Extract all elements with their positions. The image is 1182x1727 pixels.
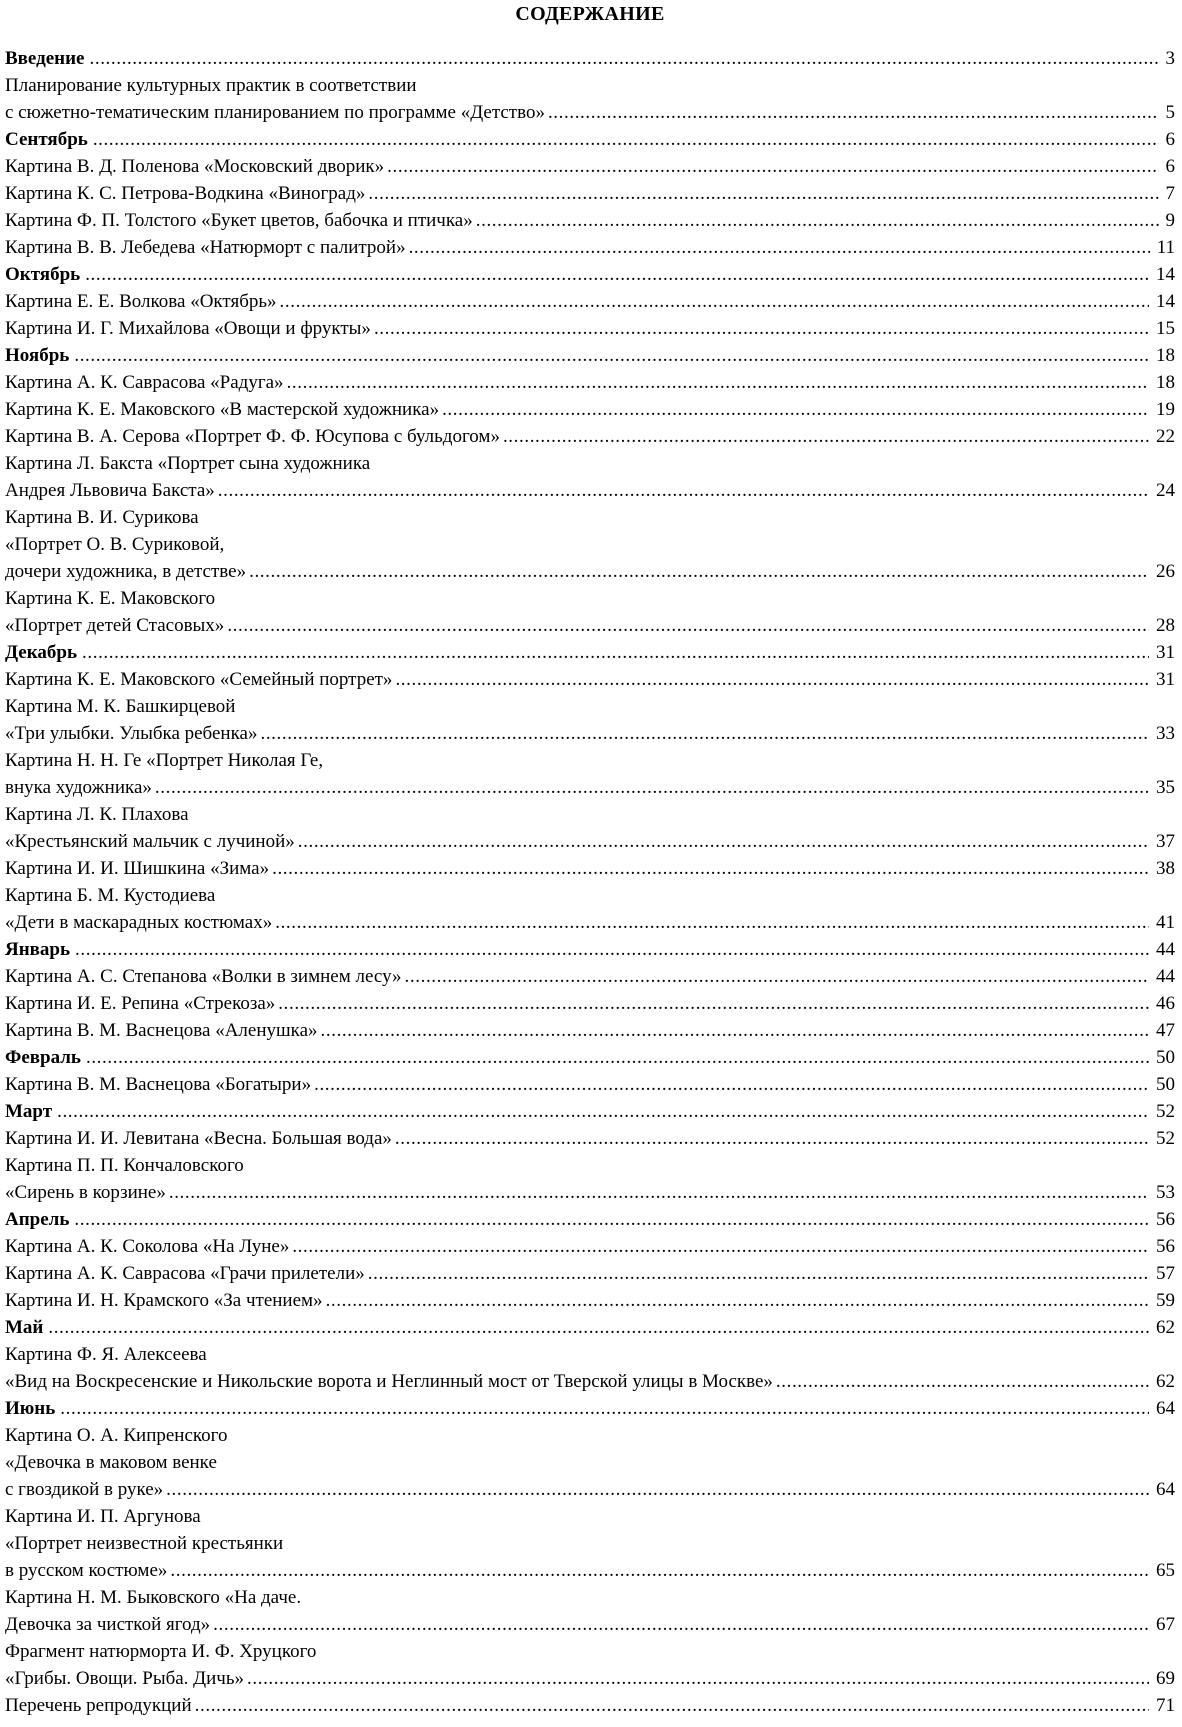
entry-text: Перечень репродукций <box>5 1695 192 1716</box>
dot-leader <box>292 1233 1149 1260</box>
toc-entry-line <box>5 1044 1175 1071</box>
dot-leader <box>170 1557 1149 1584</box>
toc-entry-line <box>5 1368 1175 1395</box>
toc-entry <box>5 1638 1175 1692</box>
entry-text: Картина Л. Бакста «Портрет сына художника <box>5 453 371 474</box>
toc-entry-line <box>5 342 1175 369</box>
dot-leader <box>82 639 1149 666</box>
toc-entry <box>5 1125 1175 1152</box>
toc-entry <box>5 1341 1175 1395</box>
entry-text: «Сирень в корзине» <box>5 1182 166 1203</box>
page-number: 37 <box>1156 831 1175 852</box>
page-number: 47 <box>1156 1020 1175 1041</box>
toc-entry-line <box>5 1395 1175 1422</box>
page-number: 7 <box>1165 183 1175 204</box>
entry-text: Картина К. Е. Маковского <box>5 588 216 609</box>
page-number: 14 <box>1156 264 1175 285</box>
toc-entry <box>5 936 1175 963</box>
toc-entry <box>5 1287 1175 1314</box>
toc-entry <box>5 1071 1175 1098</box>
page-number: 22 <box>1156 426 1175 447</box>
toc-entry-line <box>5 1152 1175 1179</box>
toc-entry-line <box>5 396 1175 423</box>
entry-text: Картина Н. М. Быковского «На даче. <box>5 1587 302 1608</box>
entry-text: Картина В. М. Васнецова «Богатыри» <box>5 1074 312 1095</box>
dot-leader <box>85 261 1149 288</box>
page-number: 38 <box>1156 858 1175 879</box>
entry-text: «Дети в маскарадных костюмах» <box>5 912 273 933</box>
dot-leader <box>74 342 1149 369</box>
toc-entry-line <box>5 1206 1175 1233</box>
toc-entry-line <box>5 1071 1175 1098</box>
entry-text: Картина А. К. Саврасова «Радуга» <box>5 372 284 393</box>
entry-text: Картина Б. М. Кустодиева <box>5 885 216 906</box>
page-number: 18 <box>1156 345 1175 366</box>
page-number: 62 <box>1156 1371 1175 1392</box>
toc-entry-line <box>5 315 1175 342</box>
toc-entry-line <box>5 1665 1175 1692</box>
page-number: 44 <box>1156 966 1175 987</box>
entry-text: Картина К. Е. Маковского «Семейный портрет» <box>5 669 393 690</box>
toc-entry-line <box>5 288 1175 315</box>
entry-text: в русском костюме» <box>5 1560 168 1581</box>
toc-entry-line <box>5 1341 1175 1368</box>
page-number: 62 <box>1156 1317 1175 1338</box>
toc-entry-line <box>5 1287 1175 1314</box>
page-number: 57 <box>1156 1263 1175 1284</box>
toc-entry-line <box>5 1503 1175 1530</box>
dot-leader <box>155 774 1149 801</box>
toc-entry <box>5 1692 1175 1719</box>
entry-text: Девочка за чисткой ягод» <box>5 1614 211 1635</box>
toc-entry <box>5 639 1175 666</box>
page-number: 28 <box>1156 615 1175 636</box>
page-number: 44 <box>1156 939 1175 960</box>
toc-entry-line <box>5 450 1175 477</box>
entry-text: Картина И. Е. Репина «Стрекоза» <box>5 993 276 1014</box>
entry-text: «Крестьянский мальчик с лучиной» <box>5 831 295 852</box>
entry-text: Картина И. Н. Крамского «За чтением» <box>5 1290 323 1311</box>
entry-text: Картина В. А. Серова «Портрет Ф. Ф. Юсупова с бульдогом» <box>5 426 500 447</box>
page-number: 5 <box>1165 102 1175 123</box>
dot-leader <box>166 1476 1149 1503</box>
entry-text: Картина И. Г. Михайлова «Овощи и фрукты» <box>5 318 371 339</box>
page-number: 14 <box>1156 291 1175 312</box>
page-number: 46 <box>1156 993 1175 1014</box>
dot-leader <box>503 423 1149 450</box>
entry-text: «Девочка в маковом венке <box>5 1452 217 1473</box>
page-number: 50 <box>1156 1074 1175 1095</box>
dot-leader <box>278 990 1149 1017</box>
toc-entry <box>5 1233 1175 1260</box>
page-number: 24 <box>1156 480 1175 501</box>
toc-entry-line <box>5 1017 1175 1044</box>
toc-entry <box>5 882 1175 936</box>
dot-leader <box>476 207 1159 234</box>
dot-leader <box>227 612 1149 639</box>
toc-entry-line <box>5 423 1175 450</box>
dot-leader <box>249 558 1149 585</box>
entry-text: «Три улыбки. Улыбка ребенка» <box>5 723 258 744</box>
toc-entry-line <box>5 1422 1175 1449</box>
page-number: 71 <box>1156 1695 1175 1716</box>
toc-entry <box>5 342 1175 369</box>
dot-leader <box>395 1125 1149 1152</box>
toc-entry-line <box>5 531 1175 558</box>
dot-leader <box>548 99 1159 126</box>
toc-entry <box>5 180 1175 207</box>
dot-leader <box>314 1071 1149 1098</box>
dot-leader <box>395 666 1149 693</box>
toc-entry <box>5 1395 1175 1422</box>
toc-entry <box>5 693 1175 747</box>
toc-entry-line <box>5 180 1175 207</box>
toc-entry <box>5 126 1175 153</box>
entry-text: Картина Ф. П. Толстого «Букет цветов, бабочка и птичка» <box>5 210 473 231</box>
toc-entry-line <box>5 909 1175 936</box>
toc-entry <box>5 1044 1175 1071</box>
toc-entry <box>5 261 1175 288</box>
entry-text: Картина А. С. Степанова «Волки в зимнем лесу» <box>5 966 402 987</box>
dot-leader <box>48 1314 1149 1341</box>
page-number: 64 <box>1156 1398 1175 1419</box>
toc-entry-line <box>5 639 1175 666</box>
page-number: 6 <box>1165 129 1175 150</box>
dot-leader <box>93 126 1159 153</box>
entry-text: Картина И. И. Левитана «Весна. Большая вода» <box>5 1128 392 1149</box>
toc-entry-line <box>5 1233 1175 1260</box>
toc-entry <box>5 1314 1175 1341</box>
entry-text: Сентябрь <box>5 129 88 150</box>
dot-leader <box>86 1044 1149 1071</box>
toc-entry <box>5 207 1175 234</box>
page-number: 64 <box>1156 1479 1175 1500</box>
dot-leader <box>374 315 1149 342</box>
toc-entry-line <box>5 936 1175 963</box>
toc-entry-line <box>5 369 1175 396</box>
page-number: 50 <box>1156 1047 1175 1068</box>
toc-entry-line <box>5 666 1175 693</box>
dot-leader <box>272 855 1149 882</box>
toc-entry <box>5 963 1175 990</box>
toc-entry-line <box>5 126 1175 153</box>
entry-text: Картина Ф. Я. Алексеева <box>5 1344 207 1365</box>
entry-text: Картина В. И. Сурикова <box>5 507 199 528</box>
entry-text: Картина А. К. Соколова «На Луне» <box>5 1236 290 1257</box>
dot-leader <box>213 1611 1149 1638</box>
toc-entry-line <box>5 1179 1175 1206</box>
dot-leader <box>326 1287 1149 1314</box>
entry-text: Картина В. В. Лебедева «Натюрморт с палитрой» <box>5 237 406 258</box>
toc-entry-line <box>5 747 1175 774</box>
toc-entry-line <box>5 72 1175 99</box>
page-number: 19 <box>1156 399 1175 420</box>
page-number: 35 <box>1156 777 1175 798</box>
entry-text: Картина К. Е. Маковского «В мастерской художника» <box>5 399 440 420</box>
dot-leader <box>298 828 1149 855</box>
toc-entry-line <box>5 99 1175 126</box>
toc-entry-line <box>5 1476 1175 1503</box>
page-number: 3 <box>1165 48 1175 69</box>
entry-text: Картина Е. Е. Волкова «Октябрь» <box>5 291 277 312</box>
toc-entry-line <box>5 612 1175 639</box>
page-number: 11 <box>1156 237 1175 258</box>
entry-text: внука художника» <box>5 777 152 798</box>
toc-entry-line <box>5 720 1175 747</box>
toc-entry-line <box>5 1314 1175 1341</box>
entry-text: Картина И. И. Шишкина «Зима» <box>5 858 270 879</box>
entry-text: Картина Н. Н. Ге «Портрет Николая Ге, <box>5 750 324 771</box>
toc-entry <box>5 1584 1175 1638</box>
toc-entry <box>5 1098 1175 1125</box>
entry-text: «Портрет О. В. Суриковой, <box>5 534 225 555</box>
page-number: 56 <box>1156 1209 1175 1230</box>
page-number: 41 <box>1156 912 1175 933</box>
entry-text: «Портрет детей Стасовых» <box>5 615 225 636</box>
entry-text: Апрель <box>5 1209 70 1230</box>
page-number: 15 <box>1156 318 1175 339</box>
toc-entry-line <box>5 1449 1175 1476</box>
dot-leader <box>442 396 1149 423</box>
page-number: 31 <box>1156 642 1175 663</box>
dot-leader <box>776 1368 1149 1395</box>
toc-entry <box>5 369 1175 396</box>
dot-leader <box>321 1017 1149 1044</box>
page-number: 56 <box>1156 1236 1175 1257</box>
page-title: СОДЕРЖАНИЕ <box>515 3 665 25</box>
entry-text: Картина Л. К. Плахова <box>5 804 189 825</box>
toc-entry-line <box>5 585 1175 612</box>
toc-entry <box>5 504 1175 585</box>
page-number: 69 <box>1156 1668 1175 1689</box>
page-number: 52 <box>1156 1101 1175 1122</box>
toc-entry <box>5 45 1175 72</box>
page-number: 53 <box>1156 1182 1175 1203</box>
dot-leader <box>405 963 1149 990</box>
toc-entry-line <box>5 855 1175 882</box>
entry-text: Картина М. К. Башкирцевой <box>5 696 236 717</box>
toc-entry <box>5 1017 1175 1044</box>
page-number: 31 <box>1156 669 1175 690</box>
toc-entry <box>5 1260 1175 1287</box>
dot-leader <box>57 1098 1149 1125</box>
entry-text: Февраль <box>5 1047 81 1068</box>
page-number: 67 <box>1156 1614 1175 1635</box>
toc-entry-line <box>5 1611 1175 1638</box>
entry-text: Ноябрь <box>5 345 70 366</box>
toc-entry-line <box>5 1692 1175 1719</box>
dot-leader <box>287 369 1149 396</box>
toc-entry-line <box>5 477 1175 504</box>
toc-entry <box>5 855 1175 882</box>
toc-entry-line <box>5 1260 1175 1287</box>
page-number: 33 <box>1156 723 1175 744</box>
page-number: 6 <box>1165 156 1175 177</box>
toc-entry-line <box>5 234 1175 261</box>
toc-entry <box>5 1422 1175 1503</box>
toc-entry <box>5 72 1175 126</box>
entry-text: Картина И. П. Аргунова <box>5 1506 201 1527</box>
toc-entry-line <box>5 1557 1175 1584</box>
entry-text: с сюжетно-тематическим планированием по программе «Детство» <box>5 102 545 123</box>
toc-entry <box>5 450 1175 504</box>
toc-entry-line <box>5 774 1175 801</box>
toc-entry <box>5 423 1175 450</box>
toc-entry <box>5 396 1175 423</box>
dot-leader <box>275 909 1149 936</box>
toc-entry-line <box>5 558 1175 585</box>
toc-entry-line <box>5 504 1175 531</box>
entry-text: Октябрь <box>5 264 81 285</box>
entry-text: Картина П. П. Кончаловского <box>5 1155 244 1176</box>
toc-entry-line <box>5 990 1175 1017</box>
dot-leader <box>90 45 1159 72</box>
toc-entry-line <box>5 1125 1175 1152</box>
entry-text: Фрагмент натюрморта И. Ф. Хруцкого <box>5 1641 317 1662</box>
entry-text: Картина К. С. Петрова-Водкина «Виноград» <box>5 183 366 204</box>
toc-entry-line <box>5 1098 1175 1125</box>
entry-text: Картина В. М. Васнецова «Аленушка» <box>5 1020 318 1041</box>
entry-text: Картина О. А. Кипренского <box>5 1425 228 1446</box>
entry-text: Март <box>5 1101 53 1122</box>
entry-text: «Вид на Воскресенские и Никольские ворота и Неглинный мост от Тверской улицы в Москве» <box>5 1371 773 1392</box>
entry-text: Июнь <box>5 1398 56 1419</box>
dot-leader <box>280 288 1149 315</box>
toc-entry <box>5 1206 1175 1233</box>
toc-entry <box>5 288 1175 315</box>
toc-entry <box>5 990 1175 1017</box>
toc-entry <box>5 1503 1175 1584</box>
entry-text: Май <box>5 1317 44 1338</box>
entry-text: Картина В. Д. Поленова «Московский дворик» <box>5 156 385 177</box>
entry-text: Декабрь <box>5 642 78 663</box>
entry-text: «Портрет неизвестной крестьянки <box>5 1533 284 1554</box>
dot-leader <box>260 720 1149 747</box>
page-number: 65 <box>1156 1560 1175 1581</box>
dot-leader <box>387 153 1158 180</box>
dot-leader <box>368 180 1158 207</box>
dot-leader <box>409 234 1150 261</box>
page-number: 26 <box>1156 561 1175 582</box>
entry-text: Планирование культурных практик в соответствии <box>5 75 417 96</box>
dot-leader <box>195 1692 1149 1719</box>
toc-entry <box>5 1152 1175 1206</box>
toc-entry <box>5 315 1175 342</box>
entry-text: Введение <box>5 48 85 69</box>
dot-leader <box>60 1395 1149 1422</box>
toc-list <box>5 45 1175 1719</box>
toc-entry <box>5 666 1175 693</box>
dot-leader <box>218 477 1149 504</box>
dot-leader <box>247 1665 1149 1692</box>
entry-text: Андрея Львовича Бакста» <box>5 480 215 501</box>
toc-entry <box>5 153 1175 180</box>
toc-entry <box>5 234 1175 261</box>
toc-entry-line <box>5 828 1175 855</box>
toc-entry-line <box>5 153 1175 180</box>
toc-entry-line <box>5 45 1175 72</box>
dot-leader <box>169 1179 1149 1206</box>
toc-entry-line <box>5 693 1175 720</box>
toc-entry-line <box>5 1530 1175 1557</box>
toc-entry-line <box>5 801 1175 828</box>
page-number: 18 <box>1156 372 1175 393</box>
entry-text: дочери художника, в детстве» <box>5 561 247 582</box>
dot-leader <box>368 1260 1149 1287</box>
dot-leader <box>75 936 1149 963</box>
toc-entry <box>5 801 1175 855</box>
toc-entry <box>5 747 1175 801</box>
toc-entry-line <box>5 1638 1175 1665</box>
toc-entry-line <box>5 882 1175 909</box>
entry-text: с гвоздикой в руке» <box>5 1479 164 1500</box>
entry-text: Январь <box>5 939 71 960</box>
toc-entry <box>5 585 1175 639</box>
dot-leader <box>74 1206 1149 1233</box>
page-number: 9 <box>1165 210 1175 231</box>
toc-entry-line <box>5 207 1175 234</box>
toc-entry-line <box>5 1584 1175 1611</box>
toc-entry-line <box>5 963 1175 990</box>
entry-text: Картина А. К. Саврасова «Грачи прилетели» <box>5 1263 365 1284</box>
page-number: 59 <box>1156 1290 1175 1311</box>
page-number: 52 <box>1156 1128 1175 1149</box>
entry-text: «Грибы. Овощи. Рыба. Дичь» <box>5 1668 245 1689</box>
toc-entry-line <box>5 261 1175 288</box>
